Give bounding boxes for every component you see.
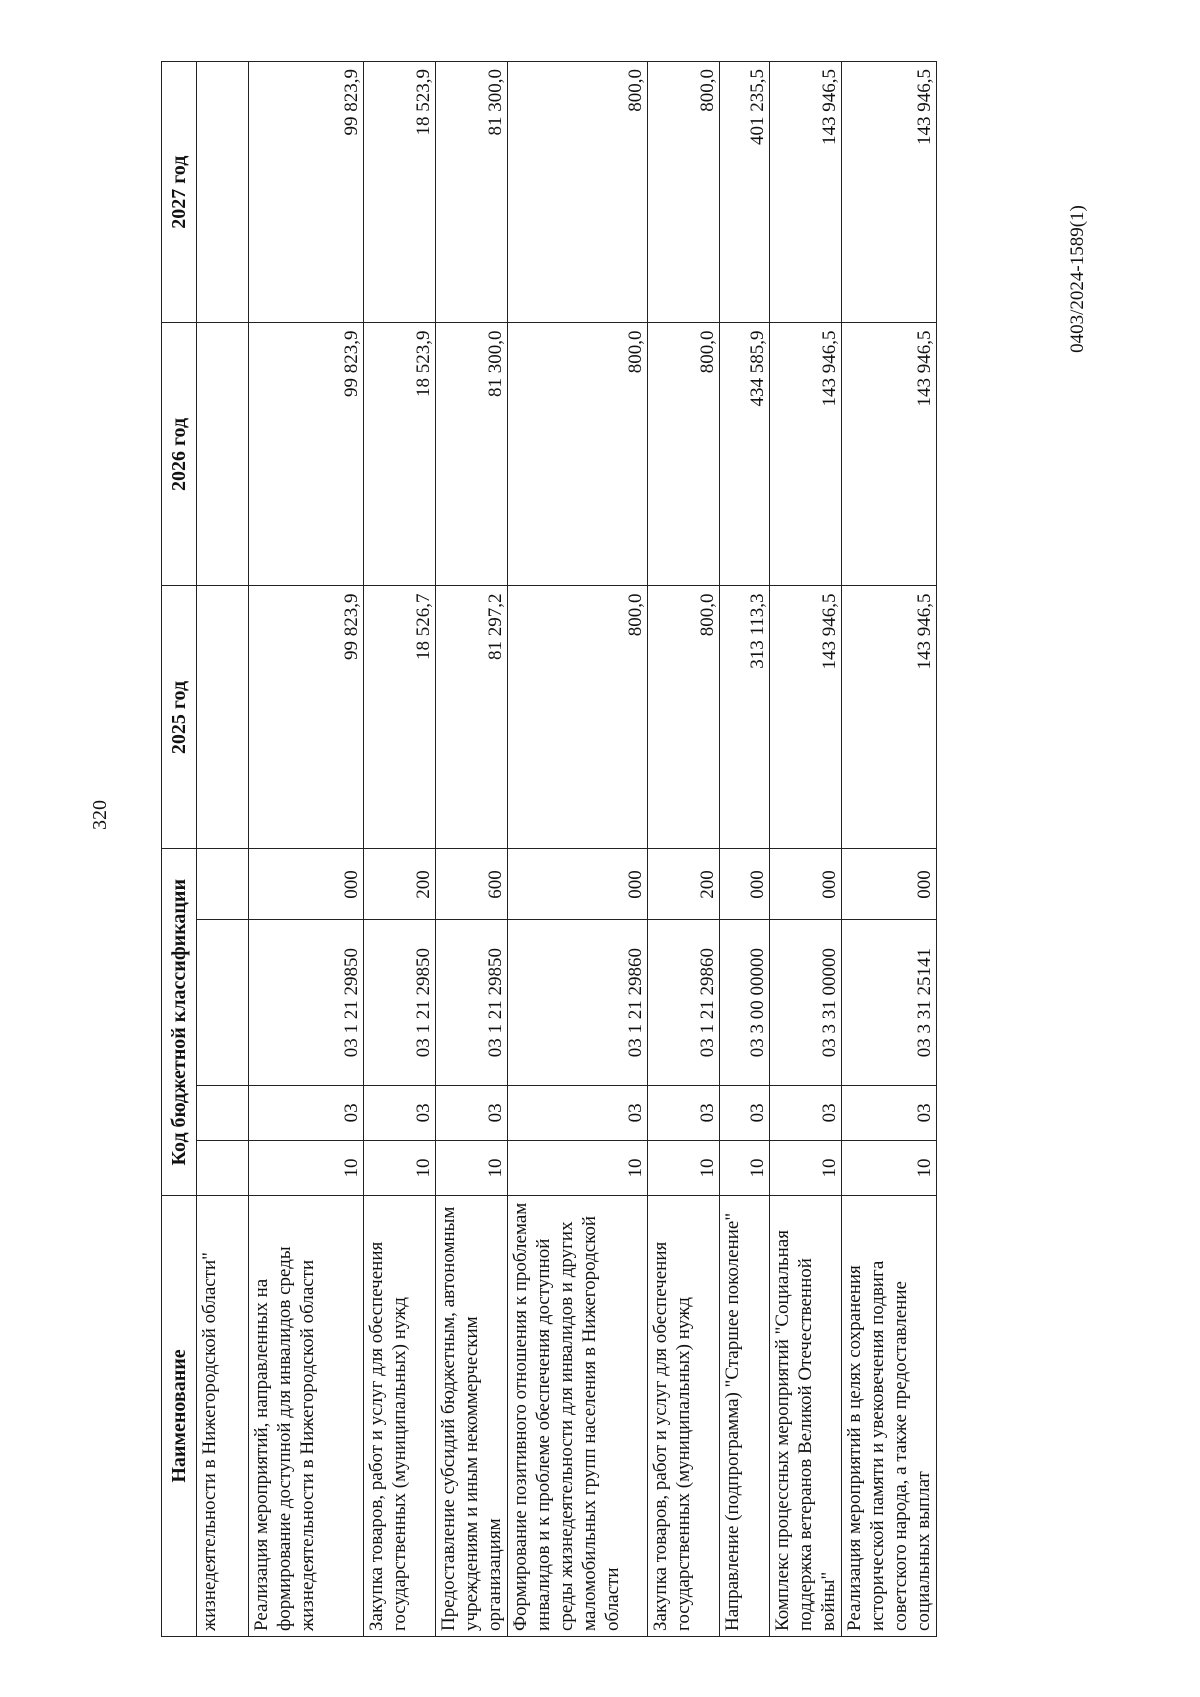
row-value-2026: 99 823,9 — [249, 323, 364, 586]
row-code-section: 10 — [364, 1140, 436, 1195]
row-name: Закупка товаров, работ и услуг для обеспечения государственных (муниципальных) нужд — [648, 1196, 720, 1637]
row-value-2027: 800,0 — [508, 62, 648, 323]
row-value-2025 — [197, 586, 249, 849]
row-value-2026: 800,0 — [508, 323, 648, 586]
row-value-2027 — [197, 62, 249, 323]
row-code-target: 03 3 00 00000 — [720, 920, 770, 1085]
header-row — [162, 62, 197, 1637]
row-name: Предоставление субсидий бюджетным, автономным учреждениям и иным некоммерческим организациям — [436, 1196, 508, 1637]
row-name: Направление (подпрограмма) "Старшее поколение" — [720, 1196, 770, 1637]
row-value-2027: 18 523,9 — [364, 62, 436, 323]
row-name: Комплекс процессных мероприятий "Социальная поддержка ветеранов Великой Отечественной войны" — [770, 1196, 842, 1637]
row-value-2026: 800,0 — [648, 323, 720, 586]
row-code-subsection: 03 — [508, 1085, 648, 1140]
header-2025: 2025 год — [162, 586, 197, 849]
row-value-2025: 18 526,7 — [364, 586, 436, 849]
row-value-2026: 434 585,9 — [720, 323, 770, 586]
row-code-subsection: 03 — [648, 1085, 720, 1140]
header-name: Наименование — [162, 1196, 197, 1637]
row-name: Закупка товаров, работ и услуг для обеспечения государственных (муниципальных) нужд — [364, 1196, 436, 1637]
header-2026: 2026 год — [162, 323, 197, 586]
row-value-2025: 143 946,5 — [842, 586, 937, 849]
row-code-section: 10 — [436, 1140, 508, 1195]
row-code-target: 03 1 21 29860 — [508, 920, 648, 1085]
row-code-subsection: 03 — [364, 1085, 436, 1140]
row-code-expense — [197, 849, 249, 920]
row-code-subsection: 03 — [770, 1085, 842, 1140]
row-code-subsection: 03 — [720, 1085, 770, 1140]
row-code-section: 10 — [770, 1140, 842, 1195]
table-row — [508, 62, 648, 1637]
row-value-2027: 800,0 — [648, 62, 720, 323]
table-row — [720, 62, 770, 1637]
row-code-expense: 000 — [508, 849, 648, 920]
row-code-subsection: 03 — [436, 1085, 508, 1140]
row-value-2025: 800,0 — [508, 586, 648, 849]
row-code-expense: 000 — [770, 849, 842, 920]
row-code-target — [197, 920, 249, 1085]
table-row — [648, 62, 720, 1637]
row-value-2025: 800,0 — [648, 586, 720, 849]
row-code-section: 10 — [720, 1140, 770, 1195]
row-value-2026: 143 946,5 — [770, 323, 842, 586]
row-value-2025: 99 823,9 — [249, 586, 364, 849]
row-value-2026 — [197, 323, 249, 586]
row-name: Реализация мероприятий в целях сохранения исторической памяти и увековечения подвига советского народа, а также предоставление социальных выплат — [842, 1196, 937, 1637]
row-code-section — [197, 1140, 249, 1195]
row-code-expense: 000 — [249, 849, 364, 920]
row-value-2027: 143 946,5 — [842, 62, 937, 323]
row-value-2027: 99 823,9 — [249, 62, 364, 323]
row-value-2026: 143 946,5 — [842, 323, 937, 586]
row-code-expense: 000 — [842, 849, 937, 920]
row-value-2026: 81 300,0 — [436, 323, 508, 586]
row-code-section: 10 — [648, 1140, 720, 1195]
row-value-2027: 143 946,5 — [770, 62, 842, 323]
row-code-expense: 200 — [648, 849, 720, 920]
table-row — [770, 62, 842, 1637]
row-name: Формирование позитивного отношения к проблемам инвалидов и к проблеме обеспечения доступной среды жизнедеятельности для инвалидов и других маломобильных групп населения в Нижегородской области — [508, 1196, 648, 1637]
row-code-subsection — [197, 1085, 249, 1140]
row-code-expense: 200 — [364, 849, 436, 920]
row-name: Реализация мероприятий, направленных на формирование доступной для инвалидов среды жизнедеятельности в Нижегородской области — [249, 1196, 364, 1637]
row-code-target: 03 1 21 29850 — [364, 920, 436, 1085]
header-2027: 2027 год — [162, 62, 197, 323]
row-code-target: 03 3 31 25141 — [842, 920, 937, 1085]
budget-table — [161, 61, 937, 1637]
table-row — [249, 62, 364, 1637]
header-code: Код бюджетной классификации — [162, 849, 197, 1196]
document-code: 0403/2024-1589(1) — [1067, 205, 1088, 353]
row-code-target: 03 1 21 29850 — [436, 920, 508, 1085]
table-row — [197, 62, 249, 1637]
row-value-2027: 81 300,0 — [436, 62, 508, 323]
row-code-target: 03 1 21 29850 — [249, 920, 364, 1085]
row-value-2025: 143 946,5 — [770, 586, 842, 849]
row-code-section: 10 — [508, 1140, 648, 1195]
row-code-expense: 600 — [436, 849, 508, 920]
row-code-subsection: 03 — [249, 1085, 364, 1140]
row-value-2025: 313 113,3 — [720, 586, 770, 849]
page-number: 320 — [89, 800, 111, 830]
table-row — [364, 62, 436, 1637]
row-value-2026: 18 523,9 — [364, 323, 436, 586]
table-row — [842, 62, 937, 1637]
table-row — [436, 62, 508, 1637]
row-code-subsection: 03 — [842, 1085, 937, 1140]
row-name: жизнедеятельности в Нижегородской области" — [197, 1196, 249, 1637]
row-value-2027: 401 235,5 — [720, 62, 770, 323]
row-code-expense: 000 — [720, 849, 770, 920]
row-value-2025: 81 297,2 — [436, 586, 508, 849]
row-code-section: 10 — [842, 1140, 937, 1195]
budget-table-rotated — [161, 61, 935, 1637]
row-code-target: 03 3 31 00000 — [770, 920, 842, 1085]
row-code-section: 10 — [249, 1140, 364, 1195]
row-code-target: 03 1 21 29860 — [648, 920, 720, 1085]
